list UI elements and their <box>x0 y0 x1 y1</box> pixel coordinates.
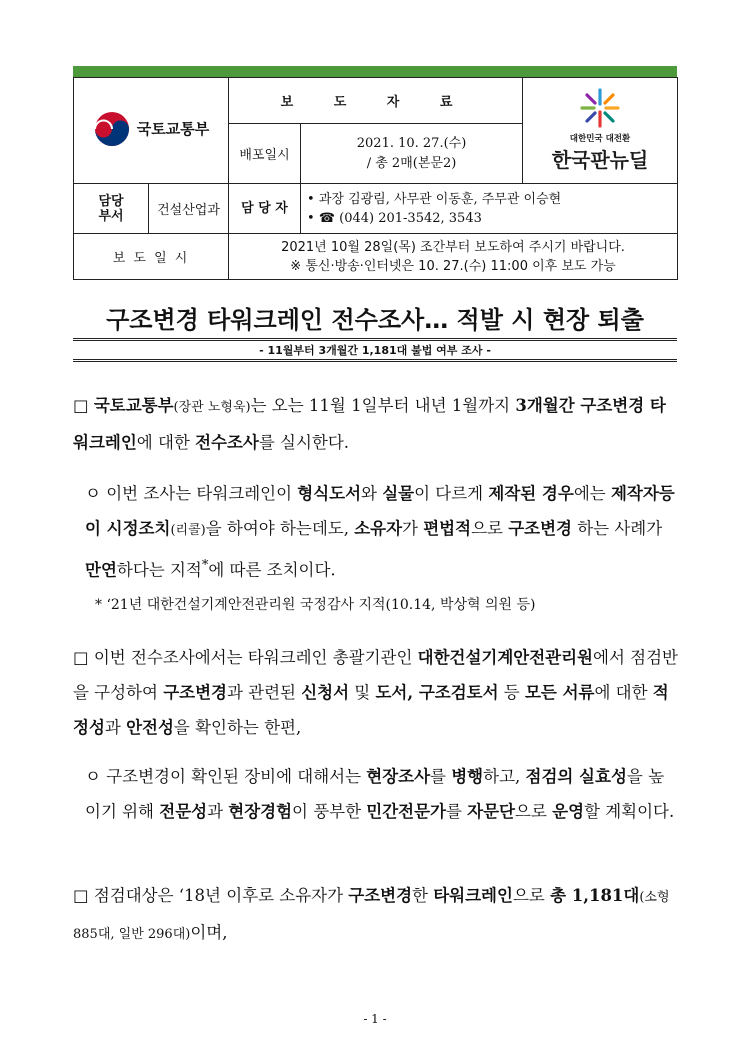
contact-info <box>301 184 678 234</box>
release-date: 2021. 10. 27.(수) <box>356 135 467 151</box>
doc-title: 보 도 자 료 <box>229 78 523 124</box>
pub-info <box>229 234 678 280</box>
contact-phone: • ☎ (044) 201-3542, 3543 <box>307 210 482 226</box>
page-title: 구조변경 타워크레인 전수조사… 적발 시 현장 퇴출 <box>106 306 644 334</box>
paragraph-5: □ 점검대상은 ‘18년 이후로 소유자가 구조변경한 타워크레인으로 총 1,181대(소형 885대, 일반 296대)이며, <box>73 886 670 942</box>
release-pages: / 총 2매(본문2) <box>366 155 457 171</box>
contact-staff: • 과장 김광림, 사무관 이동훈, 주무관 이승현 <box>307 191 562 207</box>
paragraph-4: ㅇ 구조변경이 확인된 장비에 대해서는 현장조사를 병행하고, 점검의 실효성을 높이기 위해 전문성과 현장경험이 풍부한 민간전문가를 자문단으로 운영할 계획이다. <box>85 767 675 821</box>
taegeuk-emblem-icon <box>93 110 131 148</box>
page-subtitle: - 11월부터 3개월간 1,181대 불법 여부 조사 - <box>259 344 491 357</box>
title-divider-top <box>73 338 677 341</box>
footnote: * ‘21년 대한건설기계안전관리원 국정감사 지적(10.14, 박상혁 의원 등) <box>95 597 536 613</box>
dept-label: 담당 부서 <box>74 184 149 234</box>
ministry-logo <box>93 110 209 148</box>
ministry-name: 국토교통부 <box>136 120 210 138</box>
release-info <box>301 124 523 184</box>
korean-new-deal-logo <box>523 78 678 184</box>
dept-value: 건설산업과 <box>149 184 229 234</box>
pub-line-2: ※ 통신·방송·인터넷은 10. 27.(수) 11:00 이후 보도 가능 <box>290 258 616 274</box>
new-deal-tagline: 대한민국 대전환 <box>569 134 631 144</box>
press-release-header <box>73 77 678 280</box>
new-deal-name: 한국판뉴딜 <box>551 148 649 172</box>
release-label: 배포일시 <box>229 124 301 184</box>
header-top-bar <box>73 66 677 77</box>
title-divider-bottom <box>73 359 677 362</box>
contact-label: 담 당 자 <box>229 184 301 234</box>
new-deal-star-icon <box>578 88 622 128</box>
paragraph-1: □ 국토교통부(장관 노형욱)는 오는 11월 1일부터 내년 1월까지 3개월간 구조변경 타워크레인에 대한 전수조사를 실시한다. <box>73 396 666 452</box>
paragraph-3: □ 이번 전수조사에서는 타워크레인 총괄기관인 대한건설기계안전관리원에서 점검반을 구성하여 구조변경과 관련된 신청서 및 도서, 구조검토서 등 모든 서류에 대한 적정성과 안전성을 확인하는 한편, <box>73 648 678 737</box>
paragraph-2: ㅇ 이번 조사는 타워크레인이 형식도서와 실물이 다르게 제작된 경우에는 제작자등이 시정조치(리콜)을 하여야 하는데도, 소유자가 편법적으로 구조변경 하는 사례가 만연하다는 지적*에 따른 조치이다. <box>85 484 675 580</box>
ministry-logo-cell <box>74 78 229 184</box>
page-number: - 1 - <box>363 1012 387 1026</box>
pub-label: 보 도 일 시 <box>74 234 229 280</box>
pub-line-1: 2021년 10월 28일(목) 조간부터 보도하여 주시기 바랍니다. <box>281 239 625 255</box>
